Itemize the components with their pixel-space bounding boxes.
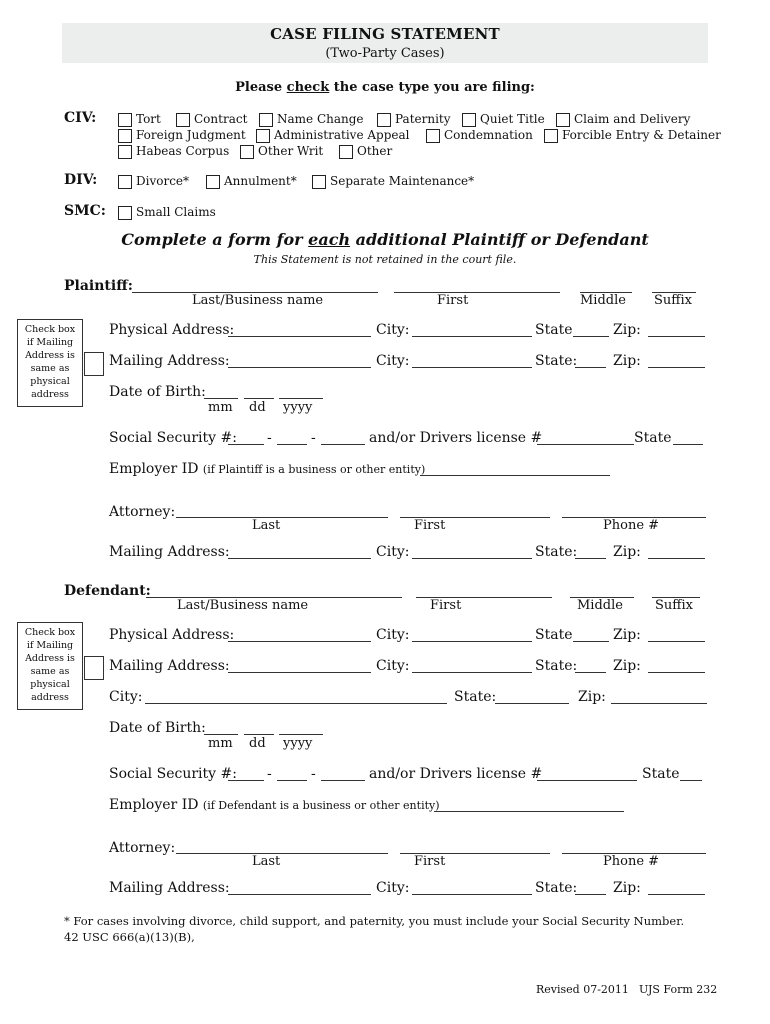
label-separate-maintenance: Separate Maintenance* [330, 174, 475, 188]
defendant-ssn-label: Social Security #: [109, 766, 237, 782]
label-claim-and-delivery: Claim and Delivery [574, 112, 691, 126]
defendant-mailing-state-field[interactable] [575, 672, 606, 673]
defendant-physical-address-label: Physical Address: [109, 627, 235, 643]
label-quiet-title: Quiet Title [480, 112, 545, 126]
plaintiff-dob-dd-field[interactable] [244, 398, 274, 399]
plaintiff-physical-state-label: State [535, 322, 573, 338]
plaintiff-attorney-mailing-label: Mailing Address: [109, 544, 230, 560]
defendant-physical-state-field[interactable] [573, 641, 609, 642]
checkbox-other-writ[interactable] [240, 145, 254, 159]
defendant-mailing-city-field[interactable] [412, 672, 532, 673]
defendant-state-label: State: [454, 689, 497, 705]
defendant-physical-zip-field[interactable] [648, 641, 705, 642]
plaintiff-attorney-state-label: State: [535, 544, 578, 560]
checkbox-contract[interactable] [176, 113, 190, 127]
defendant-attorney-state-label: State: [535, 880, 578, 896]
plaintiff-employer-label: Employer ID (if Plaintiff is a business or other entity) [109, 461, 426, 477]
defendant-city-label: City: [109, 689, 143, 705]
plaintiff-mailing-same-note: Check box if Mailing Address is same as physical address [17, 319, 83, 407]
plaintiff-physical-zip-label: Zip: [613, 322, 641, 338]
checkbox-other[interactable] [339, 145, 353, 159]
plaintiff-dob-yyyy-field[interactable] [279, 398, 323, 399]
defendant-dl-label: and/or Drivers license # [369, 766, 543, 782]
defendant-city-field[interactable] [145, 703, 447, 704]
defendant-dob-label: Date of Birth: [109, 720, 206, 736]
defendant-attorney-mailing-field[interactable] [228, 894, 371, 895]
defendant-attorney-state-field[interactable] [575, 894, 606, 895]
label-condemnation: Condemnation [444, 128, 533, 142]
defendant-physical-state-label: State [535, 627, 573, 643]
defendant-attorney-phone-caption: Phone # [603, 854, 660, 869]
defendant-physical-city-field[interactable] [412, 641, 532, 642]
defendant-ssn-3-field[interactable] [321, 780, 365, 781]
defendant-attorney-first-caption: First [414, 854, 446, 869]
plaintiff-physical-address-label: Physical Address: [109, 322, 235, 338]
defendant-ssn-dash-1: - [267, 766, 272, 782]
defendant-physical-city-label: City: [376, 627, 410, 643]
plaintiff-dl-field[interactable] [537, 444, 634, 445]
plaintiff-mailing-city-label: City: [376, 353, 410, 369]
label-annulment: Annulment* [224, 174, 297, 188]
plaintiff-dl-state-field[interactable] [673, 444, 703, 445]
usc-citation: 42 USC 666(a)(13)(B), [64, 930, 195, 944]
plaintiff-attorney-city-field[interactable] [412, 558, 532, 559]
plaintiff-attorney-city-label: City: [376, 544, 410, 560]
defendant-ssn-2-field[interactable] [277, 780, 307, 781]
plaintiff-ssn-dash-1: - [267, 430, 272, 446]
civ-label: CIV: [64, 110, 97, 126]
case-type-instruction: Please check the case type you are filing: [235, 80, 535, 95]
checkbox-condemnation[interactable] [426, 129, 440, 143]
plaintiff-first-name-field[interactable] [394, 292, 560, 293]
defendant-mailing-same-checkbox[interactable] [84, 656, 104, 680]
plaintiff-attorney-state-field[interactable] [575, 558, 606, 559]
plaintiff-mailing-address-label: Mailing Address: [109, 353, 230, 369]
plaintiff-attorney-first-caption: First [414, 518, 446, 533]
defendant-attorney-last-field[interactable] [176, 853, 388, 854]
plaintiff-physical-address-field[interactable] [228, 336, 371, 337]
defendant-ssn-1-field[interactable] [228, 780, 264, 781]
plaintiff-ssn-2-field[interactable] [277, 444, 307, 445]
defendant-physical-address-field[interactable] [228, 641, 371, 642]
plaintiff-ssn-label: Social Security #: [109, 430, 237, 446]
checkbox-annulment[interactable] [206, 175, 220, 189]
plaintiff-attorney-zip-field[interactable] [648, 558, 705, 559]
div-label: DIV: [64, 172, 98, 188]
plaintiff-physical-zip-field[interactable] [648, 336, 705, 337]
plaintiff-ssn-1-field[interactable] [228, 444, 264, 445]
label-other: Other [357, 144, 393, 158]
ssn-footnote: * For cases involving divorce, child support, and paternity, you must include your Social Security Number. [64, 914, 685, 928]
plaintiff-dob-yyyy-caption: yyyy [283, 400, 313, 415]
defendant-mailing-address-label: Mailing Address: [109, 658, 230, 674]
plaintiff-mailing-same-checkbox[interactable] [84, 352, 104, 376]
defendant-dob-yyyy-caption: yyyy [283, 736, 313, 751]
plaintiff-attorney-label: Attorney: [109, 504, 176, 520]
defendant-attorney-label: Attorney: [109, 840, 176, 856]
defendant-first-name-caption: First [430, 598, 462, 613]
plaintiff-mailing-address-field[interactable] [228, 367, 371, 368]
defendant-employer-field[interactable] [434, 811, 624, 812]
defendant-dob-mm-caption: mm [208, 736, 233, 751]
label-habeas-corpus: Habeas Corpus [136, 144, 230, 158]
form-number: UJS Form 232 [639, 983, 718, 996]
plaintiff-attorney-mailing-field[interactable] [228, 558, 371, 559]
defendant-attorney-zip-field[interactable] [648, 894, 705, 895]
revised-date: Revised 07-2011 [536, 983, 629, 996]
checkbox-name-change[interactable] [259, 113, 273, 127]
checkbox-habeas-corpus[interactable] [118, 145, 132, 159]
defendant-attorney-city-field[interactable] [412, 894, 532, 895]
plaintiff-mailing-zip-label: Zip: [613, 353, 641, 369]
checkbox-quiet-title[interactable] [462, 113, 476, 127]
defendant-middle-name-caption: Middle [577, 598, 623, 613]
plaintiff-label: Plaintiff: [64, 278, 133, 294]
plaintiff-suffix-caption: Suffix [654, 293, 693, 308]
defendant-dob-dd-caption: dd [249, 736, 266, 751]
defendant-zip-field[interactable] [611, 703, 707, 704]
label-paternity: Paternity [395, 112, 451, 126]
plaintiff-last-name-caption: Last/Business name [192, 293, 324, 308]
checkbox-foreign-judgment[interactable] [118, 129, 132, 143]
checkbox-claim-and-delivery[interactable] [556, 113, 570, 127]
not-retained-note: This Statement is not retained in the court file. [253, 253, 517, 266]
plaintiff-attorney-phone-caption: Phone # [603, 518, 660, 533]
plaintiff-mailing-zip-field[interactable] [648, 367, 705, 368]
plaintiff-dl-label: and/or Drivers license # [369, 430, 543, 446]
label-other-writ: Other Writ [258, 144, 324, 158]
defendant-state-field[interactable] [495, 703, 569, 704]
plaintiff-dob-label: Date of Birth: [109, 384, 206, 400]
checkbox-forcible-entry[interactable] [544, 129, 558, 143]
defendant-zip-label: Zip: [578, 689, 606, 705]
label-name-change: Name Change [277, 112, 364, 126]
plaintiff-dob-mm-field[interactable] [204, 398, 238, 399]
plaintiff-physical-city-field[interactable] [412, 336, 532, 337]
defendant-label: Defendant: [64, 583, 151, 599]
defendant-dl-field[interactable] [537, 780, 637, 781]
defendant-attorney-last-caption: Last [252, 854, 281, 869]
plaintiff-first-name-caption: First [437, 293, 469, 308]
defendant-dl-state-field[interactable] [680, 780, 702, 781]
plaintiff-middle-name-caption: Middle [580, 293, 626, 308]
label-contract: Contract [194, 112, 248, 126]
label-foreign-judgment: Foreign Judgment [136, 128, 246, 142]
defendant-dob-yyyy-field[interactable] [279, 734, 323, 735]
defendant-attorney-mailing-label: Mailing Address: [109, 880, 230, 896]
checkbox-administrative-appeal[interactable] [256, 129, 270, 143]
label-administrative-appeal: Administrative Appeal [274, 128, 410, 142]
defendant-attorney-city-label: City: [376, 880, 410, 896]
defendant-mailing-city-label: City: [376, 658, 410, 674]
plaintiff-ssn-dash-2: - [311, 430, 316, 446]
defendant-mailing-address-field[interactable] [228, 672, 371, 673]
defendant-mailing-same-note: Check box if Mailing Address is same as physical address [17, 622, 83, 710]
label-small-claims: Small Claims [136, 205, 216, 219]
checkbox-divorce[interactable] [118, 175, 132, 189]
defendant-ssn-dash-2: - [311, 766, 316, 782]
plaintiff-mailing-state-field[interactable] [575, 367, 606, 368]
plaintiff-dob-dd-caption: dd [249, 400, 266, 415]
defendant-mailing-state-label: State: [535, 658, 578, 674]
defendant-attorney-zip-label: Zip: [613, 880, 641, 896]
plaintiff-physical-state-field[interactable] [573, 336, 609, 337]
checkbox-small-claims[interactable] [118, 206, 132, 220]
plaintiff-attorney-last-caption: Last [252, 518, 281, 533]
defendant-employer-label: Employer ID (if Defendant is a business or other entity) [109, 797, 440, 813]
plaintiff-ssn-3-field[interactable] [321, 444, 365, 445]
form-subtitle: (Two-Party Cases) [325, 46, 445, 61]
label-divorce: Divorce* [136, 174, 190, 188]
plaintiff-attorney-zip-label: Zip: [613, 544, 641, 560]
form-title: CASE FILING STATEMENT [270, 25, 500, 43]
defendant-last-name-caption: Last/Business name [177, 598, 309, 613]
plaintiff-employer-field[interactable] [420, 475, 610, 476]
plaintiff-dob-mm-caption: mm [208, 400, 233, 415]
defendant-dob-dd-field[interactable] [244, 734, 274, 735]
plaintiff-dl-state-label: State [634, 430, 672, 446]
checkbox-paternity[interactable] [377, 113, 391, 127]
checkbox-tort[interactable] [118, 113, 132, 127]
plaintiff-physical-city-label: City: [376, 322, 410, 338]
label-tort: Tort [136, 112, 161, 126]
label-forcible-entry: Forcible Entry & Detainer [562, 128, 721, 142]
plaintiff-mailing-state-label: State: [535, 353, 578, 369]
plaintiff-mailing-city-field[interactable] [412, 367, 532, 368]
defendant-physical-zip-label: Zip: [613, 627, 641, 643]
plaintiff-attorney-last-field[interactable] [176, 517, 388, 518]
additional-party-heading: Complete a form for each additional Plaintiff or Defendant [121, 230, 649, 249]
defendant-dl-state-label: State [642, 766, 680, 782]
defendant-mailing-zip-label: Zip: [613, 658, 641, 674]
defendant-suffix-caption: Suffix [655, 598, 694, 613]
checkbox-separate-maintenance[interactable] [312, 175, 326, 189]
defendant-dob-mm-field[interactable] [204, 734, 238, 735]
smc-label: SMC: [64, 203, 106, 219]
defendant-mailing-zip-field[interactable] [648, 672, 705, 673]
